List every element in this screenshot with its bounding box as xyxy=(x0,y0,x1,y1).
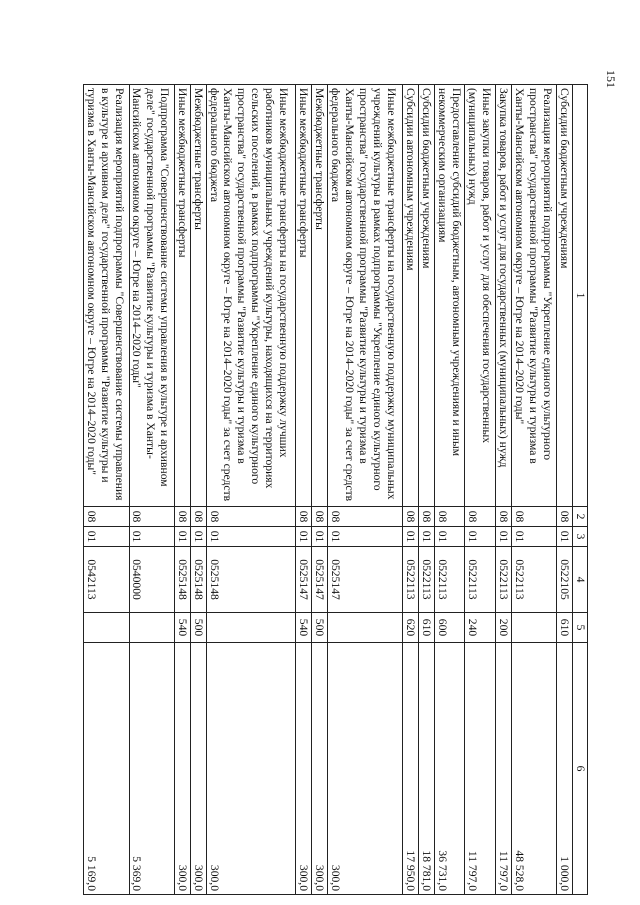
row-amount: 1 000,0 xyxy=(557,643,573,895)
row-name: Межбюджетные трансферты xyxy=(190,85,206,507)
row-expense-type xyxy=(206,613,296,643)
row-expense-type: 540 xyxy=(174,613,190,643)
table-row xyxy=(557,85,573,895)
row-expense-type: 610 xyxy=(557,613,573,643)
row-target-article: 0540000 xyxy=(129,547,174,613)
row-section: 08 xyxy=(465,507,496,527)
row-section: 08 xyxy=(434,507,465,527)
row-amount: 36 731,0 xyxy=(434,643,465,895)
row-target-article: 0522113 xyxy=(403,547,419,613)
row-section: 08 xyxy=(174,507,190,527)
row-name: Субсидии бюджетным учреждениям xyxy=(557,85,573,507)
table-row xyxy=(418,85,434,895)
row-amount: 300,0 xyxy=(190,643,206,895)
row-section: 08 xyxy=(312,507,328,527)
row-target-article: 0522113 xyxy=(418,547,434,613)
header-col-subsection: 3 xyxy=(573,527,588,547)
row-subsection: 01 xyxy=(557,527,573,547)
table-row xyxy=(328,85,403,895)
row-expense-type: 600 xyxy=(434,613,465,643)
page-number: 151 xyxy=(604,70,618,88)
row-expense-type xyxy=(511,613,556,643)
row-target-article: 0522113 xyxy=(511,547,556,613)
row-target-article: 0525148 xyxy=(206,547,296,613)
row-name: Иные межбюджетные трансферты xyxy=(296,85,312,507)
row-expense-type xyxy=(84,613,130,643)
row-section: 08 xyxy=(296,507,312,527)
row-section: 08 xyxy=(557,507,573,527)
row-subsection: 01 xyxy=(511,527,556,547)
table-row xyxy=(511,85,556,895)
row-subsection: 01 xyxy=(312,527,328,547)
row-subsection: 01 xyxy=(174,527,190,547)
row-name: Реализация мероприятий подпрограммы "Укрепление единого культурного пространства" государственной программы "Развитие культуры и туризма в Ханты-Мансийском автономном округе – Югре на 2014–2020 годы" xyxy=(511,85,556,507)
row-name: Субсидии автономным учреждениям xyxy=(403,85,419,507)
row-section: 08 xyxy=(403,507,419,527)
table-row xyxy=(465,85,496,895)
row-expense-type: 620 xyxy=(403,613,419,643)
table-row xyxy=(434,85,465,895)
table-row xyxy=(190,85,206,895)
row-target-article: 0542113 xyxy=(84,547,130,613)
row-amount: 300,0 xyxy=(174,643,190,895)
row-amount: 300,0 xyxy=(296,643,312,895)
row-amount: 11 797,0 xyxy=(465,643,496,895)
header-col-name: 1 xyxy=(573,85,588,507)
row-subsection: 01 xyxy=(496,527,512,547)
row-target-article: 0525147 xyxy=(296,547,312,613)
row-subsection: 01 xyxy=(465,527,496,547)
row-name: Межбюджетные трансферты xyxy=(312,85,328,507)
row-target-article: 0525147 xyxy=(312,547,328,613)
row-amount: 17 950,0 xyxy=(403,643,419,895)
table-row xyxy=(84,85,130,895)
row-amount: 300,0 xyxy=(328,643,403,895)
row-subsection: 01 xyxy=(434,527,465,547)
header-col-section: 2 xyxy=(573,507,588,527)
table-row xyxy=(174,85,190,895)
row-section: 08 xyxy=(206,507,296,527)
row-section: 08 xyxy=(496,507,512,527)
table-row xyxy=(312,85,328,895)
row-name: Закупка товаров, работ и услуг для государственных (муниципальных) нужд xyxy=(496,85,512,507)
row-section: 08 xyxy=(190,507,206,527)
row-expense-type xyxy=(129,613,174,643)
header-col-expense-type: 5 xyxy=(573,613,588,643)
row-subsection: 01 xyxy=(129,527,174,547)
row-target-article: 0525148 xyxy=(190,547,206,613)
row-section: 08 xyxy=(418,507,434,527)
table-row xyxy=(496,85,512,895)
row-target-article: 0522105 xyxy=(557,547,573,613)
row-section: 08 xyxy=(328,507,403,527)
row-amount: 5 169,0 xyxy=(84,643,130,895)
row-name: Иные межбюджетные трансферты на государственную поддержку лучших работников муниципальных учреждений культуры, находящихся на территориях сельских поселений, в рамках подпрограммы "Укрепление единого культурного пространства" государственной программы "Развитие культуры и туризма в Ханты-Мансийском автономном округе – Югре на 2014–2020 годы" за счет средств федерального бюджета xyxy=(206,85,296,507)
row-name: Реализация мероприятий подпрограммы "Совершенствование системы управления в культуре и архивном деле" государственной программы "Развитие культуры и туризма в Ханты-Мансийском автономном округе – Югре на 2014–2020 годы" xyxy=(84,85,130,507)
row-amount: 300,0 xyxy=(312,643,328,895)
header-col-amount: 6 xyxy=(573,643,588,895)
row-target-article: 0522113 xyxy=(434,547,465,613)
table-row xyxy=(403,85,419,895)
row-name: Иные межбюджетные трансферты на государственную поддержку муниципальных учреждений культуры в рамках подпрограммы "Укрепление единого культурного пространства" государственной программы "Развитие культуры и туризма в Ханты-Мансийском автономном округе – Югре на 2014–2020 годы" за счет средств федерального бюджета xyxy=(328,85,403,507)
table-row xyxy=(206,85,296,895)
row-expense-type: 500 xyxy=(190,613,206,643)
row-expense-type: 500 xyxy=(312,613,328,643)
row-expense-type: 240 xyxy=(465,613,496,643)
table-header-row xyxy=(573,85,588,895)
row-amount: 300,0 xyxy=(206,643,296,895)
row-name: Иные межбюджетные трансферты xyxy=(174,85,190,507)
row-expense-type xyxy=(328,613,403,643)
rotated-page-content xyxy=(83,84,588,894)
row-expense-type: 610 xyxy=(418,613,434,643)
row-expense-type: 200 xyxy=(496,613,512,643)
row-subsection: 01 xyxy=(403,527,419,547)
row-expense-type: 540 xyxy=(296,613,312,643)
row-amount: 5 369,0 xyxy=(129,643,174,895)
row-target-article: 0525148 xyxy=(174,547,190,613)
header-col-target-article: 4 xyxy=(573,547,588,613)
row-target-article: 0522113 xyxy=(496,547,512,613)
row-target-article: 0522113 xyxy=(465,547,496,613)
table-row xyxy=(296,85,312,895)
row-subsection: 01 xyxy=(190,527,206,547)
row-amount: 18 781,0 xyxy=(418,643,434,895)
row-subsection: 01 xyxy=(296,527,312,547)
row-subsection: 01 xyxy=(206,527,296,547)
row-name: Субсидии бюджетным учреждениям xyxy=(418,85,434,507)
budget-table xyxy=(83,84,588,895)
table-row xyxy=(129,85,174,895)
row-section: 08 xyxy=(511,507,556,527)
row-name: Иные закупки товаров, работ и услуг для обеспечения государственных (муниципальных) нужд xyxy=(465,85,496,507)
row-name: Предоставление субсидий бюджетным, автономным учреждениям и иным некоммерческим организациям xyxy=(434,85,465,507)
row-target-article: 0525147 xyxy=(328,547,403,613)
row-subsection: 01 xyxy=(84,527,130,547)
row-name: Подпрограмма "Совершенствование системы управления в культуре и архивном деле" государственной программы "Развитие культуры и туризма в Ханты-Мансийском автономном округе – Югре на 2014–2020 годы" xyxy=(129,85,174,507)
row-subsection: 01 xyxy=(418,527,434,547)
row-amount: 11 797,0 xyxy=(496,643,512,895)
row-section: 08 xyxy=(84,507,130,527)
row-subsection: 01 xyxy=(328,527,403,547)
row-amount: 48 528,0 xyxy=(511,643,556,895)
row-section: 08 xyxy=(129,507,174,527)
